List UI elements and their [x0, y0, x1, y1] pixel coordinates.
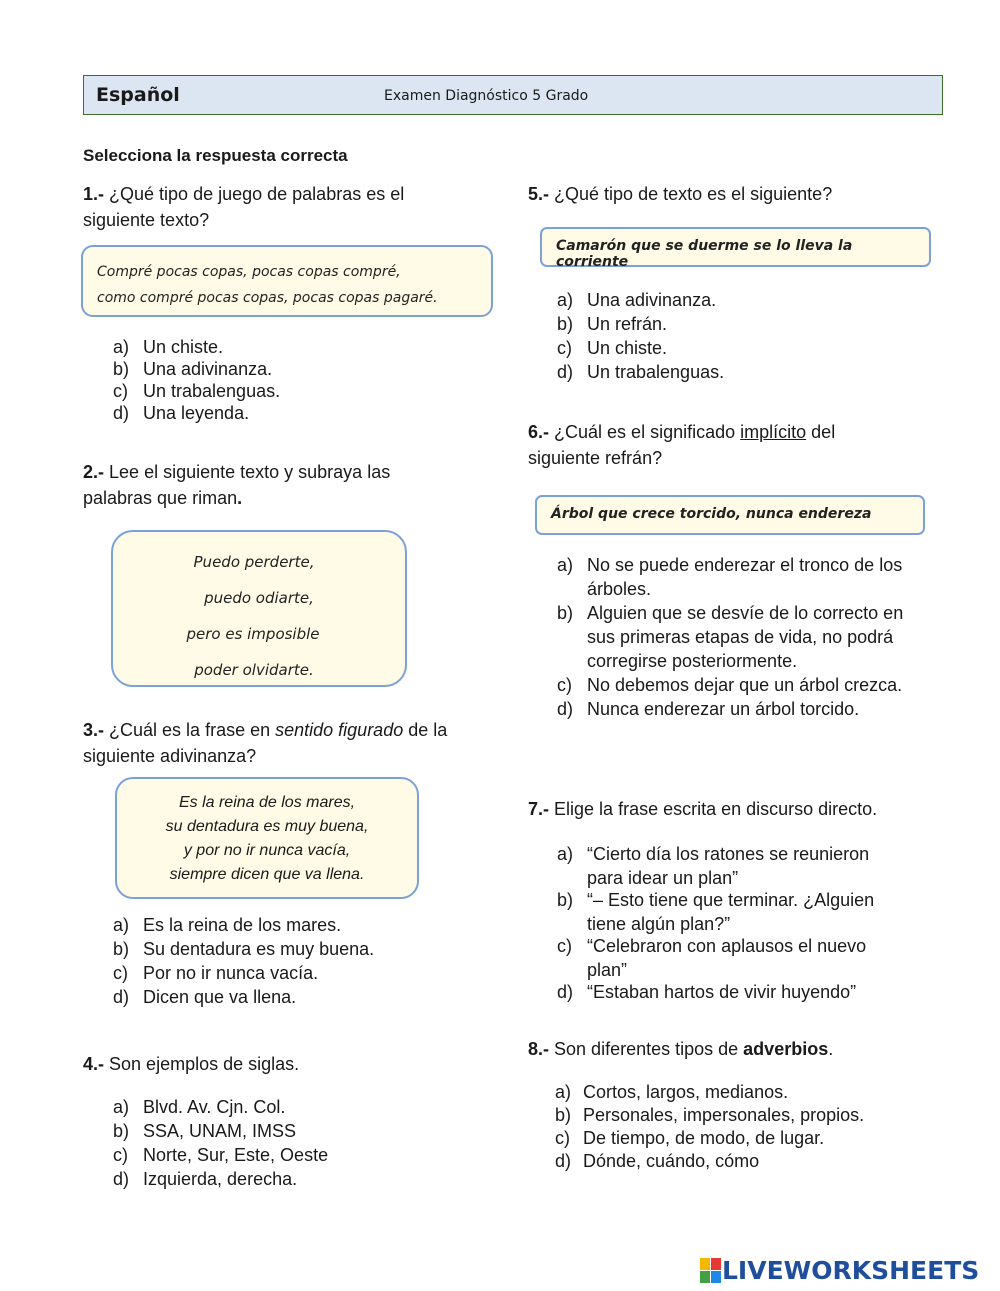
option-d[interactable]: d) Una leyenda.: [113, 403, 250, 423]
option-a[interactable]: a) No se puede enderezar el tronco de los árboles.: [557, 555, 903, 599]
option-c[interactable]: c) Norte, Sur, Este, Oeste: [113, 1145, 329, 1165]
poem-line: Puedo perderte,: [193, 553, 315, 571]
question-text: Son ejemplos de siglas.: [109, 1054, 300, 1074]
q8-options: [555, 1080, 935, 1173]
q3-riddle-box: [115, 777, 419, 899]
poem-line: puedo odiarte,: [204, 589, 314, 607]
option-a[interactable]: a) Una adivinanza.: [557, 290, 717, 310]
question-7: [528, 796, 948, 822]
q1-text-box: [81, 245, 493, 317]
option-b[interactable]: b) Su dentadura es muy buena.: [113, 939, 375, 959]
q6-options: [557, 553, 917, 721]
riddle-line: Es la reina de los mares,: [178, 794, 356, 811]
question-number: 1.-: [83, 184, 105, 204]
option-c[interactable]: c) No debemos dejar que un árbol crezca.: [557, 675, 903, 695]
option-b[interactable]: b) Personales, impersonales, propios.: [555, 1105, 865, 1125]
riddle-line: y por no ir nunca vacía,: [183, 842, 351, 859]
option-d[interactable]: d) “Estaban hartos de vivir huyendo”: [557, 982, 857, 1002]
option-d[interactable]: d) Nunca enderezar un árbol torcido.: [557, 699, 860, 719]
question-number: 2.-: [83, 462, 105, 482]
option-d[interactable]: d) Un trabalenguas.: [557, 362, 725, 382]
option-c[interactable]: c) Por no ir nunca vacía.: [113, 963, 319, 983]
question-text: Elige la frase escrita en discurso directo.: [554, 799, 878, 819]
saying-text: Árbol que crece torcido, nunca endereza: [551, 506, 872, 522]
question-text: ¿Qué tipo de juego de palabras es el siguiente texto?: [83, 184, 405, 230]
question-4: [83, 1051, 463, 1077]
poem-line: pero es imposible: [186, 625, 320, 643]
poem-line: poder olvidarte.: [194, 661, 314, 679]
question-number: 7.-: [528, 799, 550, 819]
question-number: 5.-: [528, 184, 550, 204]
option-d[interactable]: d) Dicen que va llena.: [113, 987, 297, 1007]
option-a[interactable]: a) “Cierto día los ratones se reunieron para idear un plan”: [557, 844, 870, 888]
question-number: 8.-: [528, 1039, 550, 1059]
emphasis-text: sentido figurado: [275, 720, 404, 740]
option-b[interactable]: b) “– Esto tiene que terminar. ¿Alguien tiene algún plan?”: [557, 890, 875, 934]
option-a[interactable]: a) Cortos, largos, medianos.: [555, 1082, 789, 1102]
question-number: 3.-: [83, 720, 105, 740]
option-b[interactable]: b) Alguien que se desvíe de lo correcto en sus primeras etapas de vida, no podrá corregirse posteriormente.: [557, 603, 904, 671]
underlined-word: implícito: [740, 422, 807, 442]
option-d[interactable]: d) Izquierda, derecha.: [113, 1169, 298, 1189]
q6-saying-box: [535, 495, 925, 535]
question-number: 6.-: [528, 422, 550, 442]
q5-saying-box: [540, 227, 931, 270]
subject-title: Español: [96, 84, 180, 106]
question-5: [528, 181, 948, 207]
option-b[interactable]: b) SSA, UNAM, IMSS: [113, 1121, 297, 1141]
option-c[interactable]: c) Un chiste.: [557, 338, 668, 358]
q4-options: [113, 1095, 473, 1191]
question-6: 6.- ¿Cuál es el significado implícito del siguiente refrán?: [528, 422, 836, 468]
option-b[interactable]: b) Un refrán.: [557, 314, 668, 334]
header-bar: [83, 75, 943, 115]
riddle-line: siempre dicen que va llena.: [169, 866, 365, 883]
option-d[interactable]: d) Dónde, cuándo, cómo: [555, 1151, 760, 1171]
q2-poem-box: [111, 530, 407, 687]
logo-text: LIVEWORKSHEETS: [722, 1256, 980, 1285]
option-b[interactable]: b) Una adivinanza.: [113, 359, 273, 379]
question-1: [83, 181, 463, 233]
option-c[interactable]: c) “Celebraron con aplausos el nuevo plan”: [557, 936, 867, 980]
question-text: Lee el siguiente texto y subraya las palabras que riman: [83, 462, 391, 508]
saying-text: Camarón que se duerme se lo lleva la corriente: [556, 238, 853, 270]
option-a[interactable]: a) Blvd. Av. Cjn. Col.: [113, 1097, 286, 1117]
question-3: 3.- ¿Cuál es la frase en sentido figurado de la siguiente adivinanza?: [83, 720, 448, 766]
logo-icon: [700, 1258, 722, 1284]
option-a[interactable]: a) Es la reina de los mares.: [113, 915, 342, 935]
question-text: ¿Qué tipo de texto es el siguiente?: [554, 184, 833, 204]
instructions: Selecciona la respuesta correcta: [83, 146, 348, 165]
q3-options: [113, 913, 473, 1009]
option-c[interactable]: c) Un trabalenguas.: [113, 381, 281, 401]
option-a[interactable]: a) Un chiste.: [113, 337, 224, 357]
box-line: como compré pocas copas, pocas copas pagaré.: [97, 290, 438, 306]
question-number: 4.-: [83, 1054, 105, 1074]
option-c[interactable]: c) De tiempo, de modo, de lugar.: [555, 1128, 825, 1148]
question-8: 8.- Son diferentes tipos de adverbios.: [528, 1039, 834, 1059]
q5-options: [557, 288, 947, 384]
box-line: Compré pocas copas, pocas copas compré,: [97, 264, 401, 280]
bold-word: adverbios: [743, 1039, 829, 1059]
riddle-line: su dentadura es muy buena,: [165, 818, 369, 835]
exam-title: Examen Diagnóstico 5 Grado: [384, 88, 589, 104]
q1-options: [113, 335, 473, 425]
liveworksheets-logo: [700, 1256, 979, 1285]
question-2: 2.- Lee el siguiente texto y subraya las palabras que riman.: [83, 462, 391, 508]
q7-options: [557, 842, 907, 1004]
